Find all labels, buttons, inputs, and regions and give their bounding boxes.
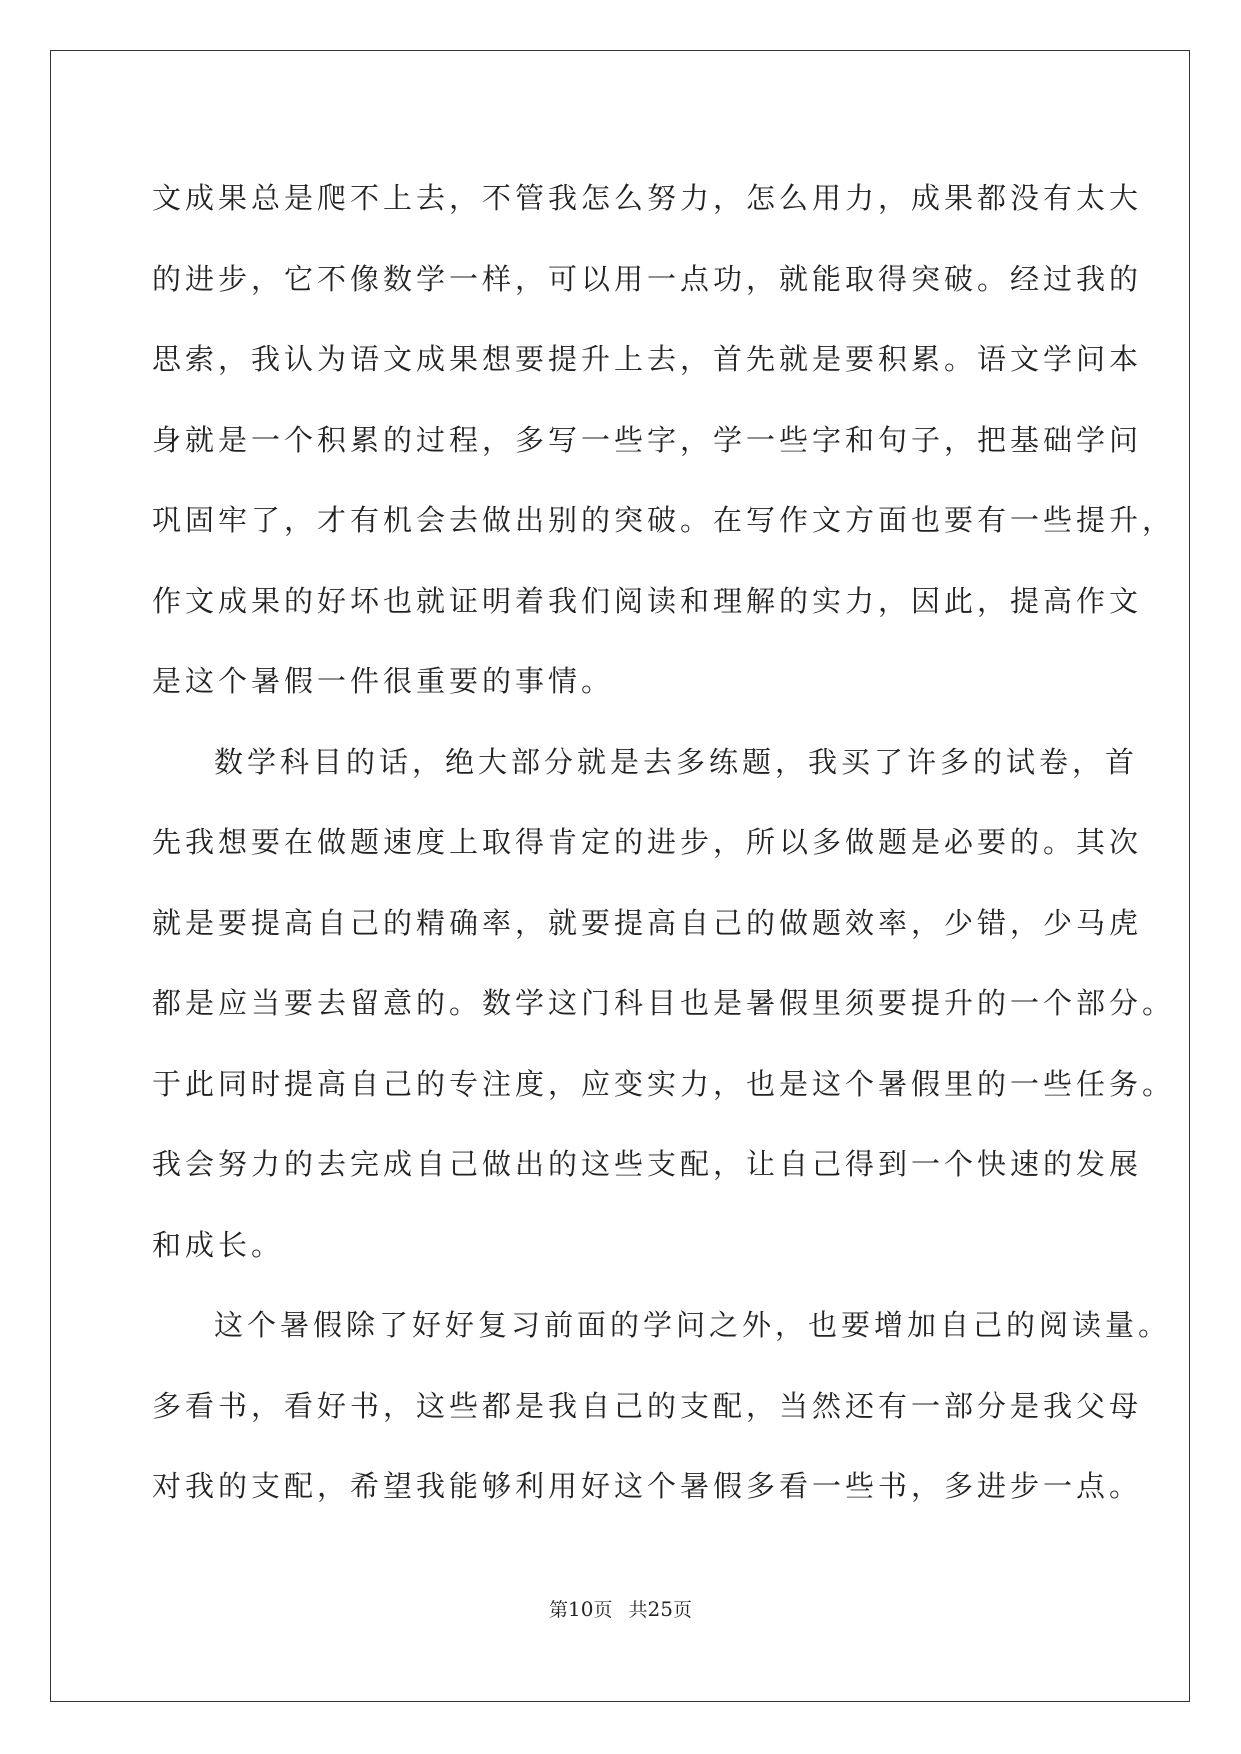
paragraph-first-line: 数学科目的话，绝大部分就是去多练题，我买了许多的试卷，首	[214, 744, 1139, 779]
text-line: 和成长。	[152, 1227, 285, 1262]
text-line: 文成果总是爬不上去，不管我怎么努力，怎么用力，成果都没有太大	[152, 181, 1143, 215]
text-line: 对我的支配，希望我能够利用好这个暑假多看一些书，多进步一点。	[152, 1469, 1143, 1503]
text-line: 思索，我认为语文成果想要提升上去，首先就是要积累。语文学问本	[152, 342, 1143, 376]
text-line: 的进步，它不像数学一样，可以用一点功，就能取得突破。经过我的	[152, 261, 1143, 296]
page-footer	[0, 1595, 1241, 1622]
text-line: 我会努力的去完成自己做出的这些支配，让自己得到一个快速的发展	[152, 1147, 1143, 1181]
document-body	[152, 158, 1176, 1527]
text-line: 作文成果的好坏也就证明着我们阅读和理解的实力，因此，提高作文	[152, 583, 1143, 618]
footer-page-suffix: 页	[593, 1599, 613, 1621]
text-line: 先我想要在做题速度上取得肯定的进步，所以多做题是必要的。其次	[152, 825, 1143, 859]
footer-total-prefix: 共	[628, 1599, 648, 1621]
current-page-number: 10	[568, 1597, 594, 1621]
paragraph-first-line: 这个暑假除了好好复习前面的学问之外，也要增加自己的阅读量。	[214, 1308, 1172, 1342]
text-line: 多看书，看好书，这些都是我自己的支配，当然还有一部分是我父母	[152, 1388, 1143, 1423]
text-line: 身就是一个积累的过程，多写一些字，学一些字和句子，把基础学问	[152, 422, 1143, 457]
text-line: 于此同时提高自己的专注度，应变实力，也是这个暑假里的一些任务。	[152, 1066, 1176, 1101]
text-line: 巩固牢了，才有机会去做出别的突破。在写作文方面也要有一些提升，	[152, 503, 1176, 537]
footer-prefix: 第	[549, 1599, 569, 1621]
footer-total-suffix: 页	[672, 1599, 692, 1621]
total-page-count: 25	[647, 1597, 673, 1621]
text-line: 是这个暑假一件很重要的事情。	[152, 664, 615, 698]
text-line: 都是应当要去留意的。数学这门科目也是暑假里须要提升的一个部分。	[152, 986, 1176, 1020]
text-line: 就是要提高自己的精确率，就要提高自己的做题效率，少错，少马虎	[152, 905, 1143, 940]
